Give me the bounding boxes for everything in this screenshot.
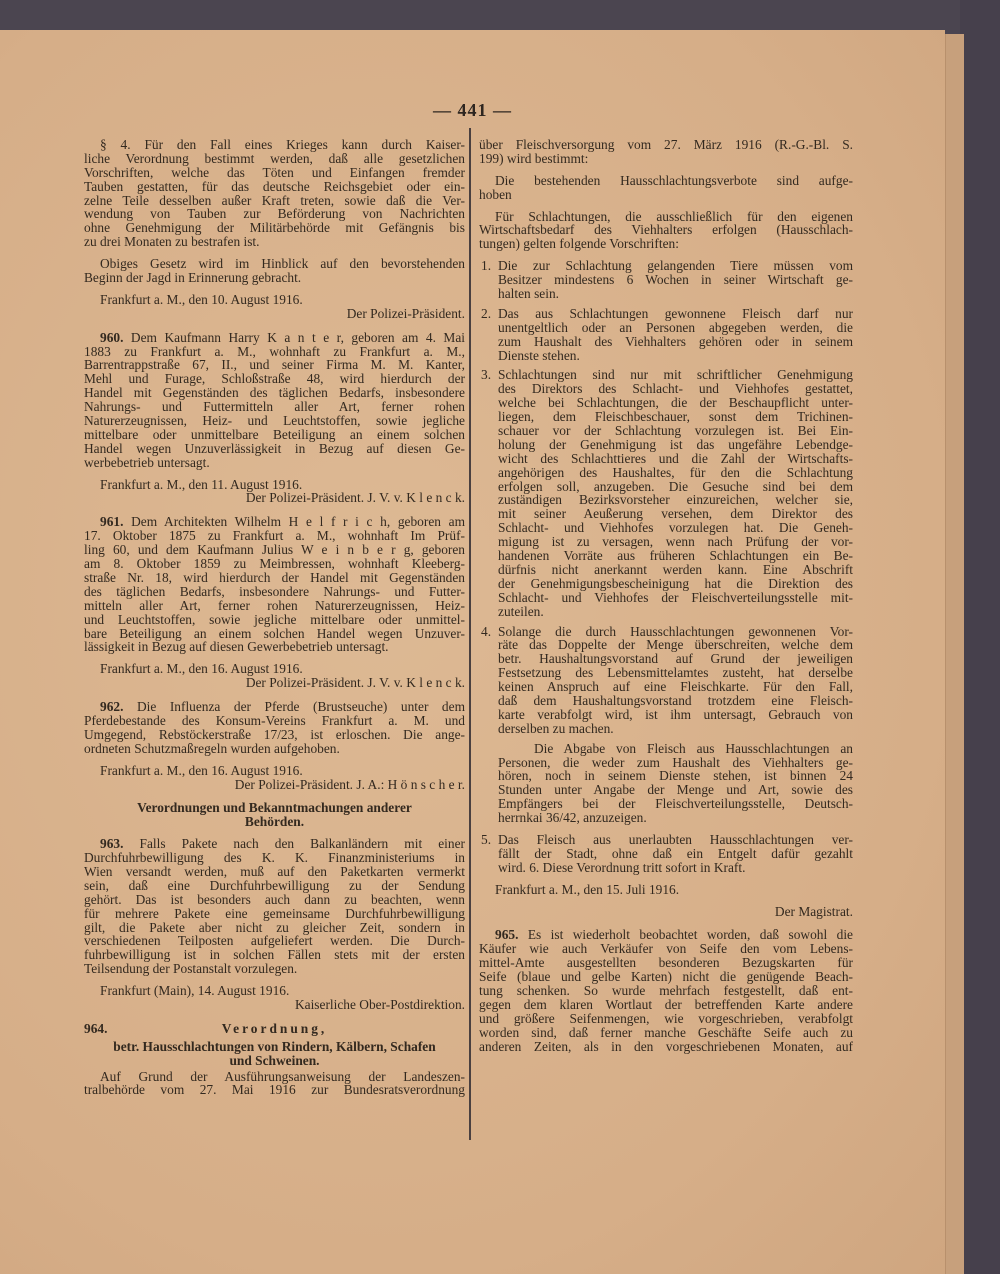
text-line: Wien versandt werden, muß auf den Paketkarten vermerkt [84, 863, 465, 879]
item-block [479, 259, 853, 301]
text-line: worden sind, daß ferner manche Geschäfte Seife auch zu [479, 1024, 853, 1040]
sig-block [84, 491, 465, 505]
para-block [84, 837, 465, 976]
text-line: karte verabfolgt wird, ist ihm untersagt, Gebrauch von [498, 706, 853, 722]
text-line: dürfnis nicht anerkannt werden kann. Eine Abschrift [498, 561, 853, 577]
entry-number: 1. [481, 258, 492, 274]
text-line: Umgegend, Rebstöckerstraße 17/23, ist erloschen. Die ange- [84, 726, 465, 742]
text-line: Beginn der Jagd in Erinnerung gebracht. [84, 270, 302, 286]
text-line: und größere Seifenmengen, wie vorgeschrieben, verabfolgt [479, 1010, 853, 1026]
text-line: Behörden. [244, 814, 305, 830]
para-block [84, 257, 465, 285]
text-line: erfolgen soll, anzugeben. Die Gesuche sind bei dem [498, 478, 853, 494]
text-line: Vorschriften, welche das Töten und Einfangen fremder [84, 164, 465, 180]
text-line: und Leuchtstoffen, sowie jegliche mittelbare oder unmittel- [84, 611, 465, 627]
text-line: Verordnung, [221, 1020, 328, 1036]
text-line: liche Verordnung bestimmt werden, daß alle gesetzlichen [84, 150, 465, 166]
date-block [84, 764, 465, 778]
entry-number: 2. [481, 305, 492, 321]
entry-number: 961. [100, 514, 124, 530]
text-line: zelne Teile desselben außer Kraft treten, sowie daß die Ver- [84, 192, 465, 208]
text-line: Schlacht- und Viehhofes vorzulegen hat. Die Geneh- [498, 520, 853, 536]
text-line: gehört. Das ist besonders auch dann zu beachten, wenn [84, 891, 465, 907]
text-line: gegen dem klaren Wortlaut der betreffenden Karte andere [479, 996, 853, 1012]
text-line: 199) wird bestimmt: [479, 150, 589, 166]
para-block [84, 331, 465, 470]
text-line: Kaiserliche Ober-Postdirektion. [294, 996, 465, 1012]
heading-block [84, 801, 465, 829]
para-block [84, 1070, 465, 1098]
text-line: hoben [479, 186, 512, 202]
text-line: tralbehörde vom 27. Mai 1916 zur Bundesratsverordnung [84, 1082, 465, 1098]
text-line: Der Polizei-Präsident. J. A.: H ö n s c h e r. [234, 776, 465, 792]
text-line: Frankfurt a. M., den 11. August 1916. [100, 476, 303, 492]
para-block [84, 700, 465, 756]
entry-number: 5. [481, 831, 492, 847]
text-line: Frankfurt (Main), 14. August 1916. [100, 983, 290, 999]
text-line: Festsetzung des Lebensmittelamtes zusteht, hat derselbe [498, 665, 853, 681]
text-line: Mehl und Furage, Schloßstraße 48, wird hierdurch der [84, 371, 465, 387]
text-line: Naturerzeugnissen, Heiz- und Leuchtstoffen, sowie jegliche [84, 413, 465, 429]
text-line: holung der Genehmigung ist das ungefähre Lebendge- [498, 436, 853, 452]
text-line: mit seiner Aeußerung versehen, dem Direktor des [498, 506, 853, 522]
entry-number: 3. [481, 367, 492, 383]
text-line: Die bestehenden Hausschlachtungsverbote sind aufge- [495, 172, 853, 188]
sig-block [84, 676, 465, 690]
indent-block [479, 742, 853, 825]
subheading-block [84, 1040, 465, 1068]
text-line: hören, noch in seinem Dienste stehen, ist binnen 24 [498, 768, 853, 784]
text-line: Handel wegen Unzuverlässigkeit in Bezug auf diesen Ge- [84, 440, 465, 456]
text-line: mittelbare oder unmittelbare Beteiligung an einem solchen [84, 426, 465, 442]
text-line: anderen Zeiten, als in den vorgeschriebenen Monaten, auf [479, 1038, 853, 1054]
text-line: fällt der Stadt, ohne daß ein Entgelt dafür gezahlt [498, 845, 853, 861]
text-line: bare Beteiligung an einem solchen Handel wegen Unzuver- [84, 625, 465, 641]
date-block [479, 883, 853, 897]
title-block [84, 1022, 465, 1036]
sig-block [84, 998, 465, 1012]
text-line: und Schweinen. [229, 1052, 320, 1068]
text-line: Pferdebestande des Konsum-Vereins Frankfurt a. M. und [84, 712, 465, 728]
text-line: Frankfurt a. M., den 15. Juli 1916. [495, 881, 680, 897]
text-line: wird. 6. Diese Verordnung tritt sofort in Kraft. [498, 859, 746, 875]
text-line: zu drei Monaten zu bestrafen ist. [84, 234, 260, 250]
date-block [84, 478, 465, 492]
page-number: — 441 — [433, 100, 512, 120]
entry-number: 4. [481, 623, 492, 639]
text-line [84, 700, 465, 714]
book-binding-right [960, 0, 1000, 1274]
text-line: wicht des Schlachttieres und die Zahl der Wirtschafts- [498, 450, 853, 466]
text-line: zum Haushalt des Viehhalters gehören oder in seinem [498, 333, 853, 349]
text-line: Seife (blaue und gelbe Karten) nicht die genügende Beach- [479, 969, 853, 985]
text-line: Frankfurt a. M., den 16. August 1916. [100, 661, 303, 677]
text-line: sein, daß eine Durchfuhrbewilligung zu der Sendung [84, 877, 465, 893]
text-line [479, 928, 853, 942]
text-line: lässigkeit in Bezug auf diesen Gewerbebetrieb untersagt. [84, 639, 389, 655]
text-line: Nahrungs- und Futtermitteln aller Art, ferner rohen [84, 399, 465, 415]
text-line: fuhrbewilligung ist in solchen Fällen stets mit der ersten [84, 947, 465, 963]
text-line: Die Abgabe von Fleisch aus Hausschlachtungen an [534, 740, 853, 756]
text-line: Durchfuhrbewilligung des K. K. Finanzministeriums in [84, 850, 465, 866]
text-line: 1883 zu Frankfurt a. M., wohnhaft zu Frankfurt a. M., [84, 343, 465, 359]
text-line: Frankfurt a. M., den 16. August 1916. [100, 762, 303, 778]
text-line: Für Schlachtungen, die ausschließlich für den eigenen [495, 208, 853, 224]
text-line: am 8. Oktober 1859 zu Meimbressen, wohnhaft Kleeberg- [84, 556, 465, 572]
text-line: betr. Hausschlachtungen von Rindern, Kälbern, Schafen [113, 1038, 436, 1054]
text-line: handenen Vorräte aus früheren Schlachtungen ein Be- [498, 548, 853, 564]
text-line: Der Polizei-Präsident. [346, 305, 465, 321]
text-line: Der Polizei-Präsident. J. V. v. K l e n c k. [245, 675, 465, 691]
entry-number: 963. [100, 836, 124, 852]
line-text: Dem Kaufmann Harry K a n t e r, geboren am 4. Mai [123, 329, 465, 345]
text-line: Der Polizei-Präsident. J. V. v. K l e n c k. [245, 490, 465, 506]
sig-block [84, 307, 465, 321]
text-line [84, 515, 465, 529]
page-edge [945, 34, 964, 1274]
column-divider [469, 128, 471, 1140]
text-line: werbebetrieb untersagt. [84, 454, 210, 470]
text-line: 17. Oktober 1875 zu Frankfurt a. M., wohnhaft Im Prüf- [84, 528, 465, 544]
text-line: tungen) gelten folgende Vorschriften: [479, 236, 679, 252]
text-line: Obiges Gesetz wird im Hinblick auf den bevorstehenden [100, 256, 465, 272]
left-column [84, 138, 465, 1105]
text-line: Solange die durch Hausschlachtungen gewonnenen Vor- [498, 623, 853, 639]
item-block [479, 307, 853, 363]
text-line: Auf Grund der Ausführungsanweisung der Landeszen- [100, 1068, 465, 1084]
para-block [84, 138, 465, 249]
text-line: angehörigen des Haushaltes, für den die Schlachtung [498, 464, 853, 480]
text-line: mitteln aller Art, ferner rohen Naturerzeugnissen, Heiz- [84, 597, 465, 613]
text-line: straße Nr. 18, wird hierdurch der Handel mit Gegenständen [84, 569, 465, 585]
line-text: Dem Architekten Wilhelm H e l f r i c h, geboren am [123, 514, 465, 530]
text-line [84, 331, 465, 345]
text-line: Barrentrappstraße 67, II., und seiner Firma M. M. Kanter, [84, 357, 465, 373]
sig-block [84, 778, 465, 792]
text-line: Verordnungen und Bekanntmachungen anderer [137, 800, 412, 816]
text-line: räte das Doppelte der Menge überschreiten, welche dem [498, 637, 853, 653]
text-line: schauer vor der Schlachtung vorzulegen ist. Bei Ein- [498, 423, 853, 439]
text-line: unentgeltlich oder an Personen abgegeben werden, die [498, 319, 853, 335]
text-line: des täglichen Bedarfs, insbesondere Nahrungs- und Futter- [84, 583, 465, 599]
text-line: Teilsendung der Postanstalt vorzulegen. [84, 961, 298, 977]
text-line: Schlacht- und Viehhofes der Fleischverteilungsstelle mit- [498, 589, 853, 605]
text-line: über Fleischversorgung vom 27. März 1916 (R.-G.-Bl. S. [479, 137, 853, 152]
sig-block [479, 905, 853, 919]
text-line: daß dem Haushaltungsvorstand trotzdem eine Fleisch- [498, 692, 853, 708]
text-line: Wirtschaftsbedarf des Viehhalters erfolgen (Hausschlach- [479, 222, 853, 238]
text-line: § 4. Für den Fall eines Krieges kann durch Kaiser- [100, 137, 465, 152]
text-line: Käufer wie auch Verkäufer von Seife den vom Lebens- [479, 941, 853, 957]
text-line: zuständigen Bezirksvorsteher einzureichen, welcher sie, [498, 492, 853, 508]
text-line: Tauben gestatten, für das deutsche Reichsgebiet oder ein- [84, 178, 465, 194]
text-line: Frankfurt a. M., den 10. August 1916. [100, 291, 303, 307]
text-line: Besitzer mindestens 6 Wochen in seiner Wirtschaft ge- [498, 272, 853, 288]
entry-number: 960. [100, 329, 124, 345]
item-block [479, 833, 853, 875]
text-line: des Direktors des Schlacht- und Viehhofes gestattet, [498, 381, 853, 397]
entry-number: 965. [495, 927, 519, 943]
text-line: welche bei Schlachtungen, die der Beschaupflicht unter- [498, 395, 853, 411]
line-text: Es ist wiederholt beobachtet worden, daß sowohl die [518, 927, 853, 943]
text-line: tung schenken. So wurde mehrfach festgestellt, daß ent- [479, 982, 853, 998]
text-line: migung ist zu versagen, wenn nach Prüfung der vor- [498, 534, 853, 550]
text-line: ling 60, und dem Kaufmann Julius W e i n b e r g, geboren [84, 542, 465, 558]
text-line: wendung von Tauben zur Beförderung von Nachrichten [84, 206, 465, 222]
text-line: Das Fleisch aus unerlaubten Hausschlachtungen ver- [498, 831, 853, 847]
text-line: halten sein. [498, 286, 559, 302]
text-line: Personen, die weder zum Haushalt des Viehhalters ge- [498, 754, 853, 770]
text-line: liegen, dem Fleischbeschauer, sonst dem Trichinen- [498, 409, 853, 425]
line-text: Falls Pakete nach den Balkanländern mit einer [123, 836, 465, 852]
text-line: gilt, die Pakete aber nicht zu gleicher Zeit, sondern in [84, 919, 465, 935]
text-line: keinen Anspruch auf eine Fleischkarte. Für den Fall, [498, 679, 853, 695]
right-column [479, 138, 853, 1061]
para-block [479, 928, 853, 1053]
date-block [84, 984, 465, 998]
text-line: derselben zu machen. [498, 720, 614, 736]
text-line: Dienste stehen. [498, 347, 580, 363]
para-block [479, 174, 853, 202]
text-line: Empfängers bei der Fleischverteilungsstelle, Deutsch- [498, 796, 853, 812]
entry-number: 964. [84, 1020, 108, 1036]
para-block [479, 210, 853, 252]
text-line: Die zur Schlachtung gelangenden Tiere müssen vom [498, 258, 853, 274]
text-line: mittel-Amte ausgestellten besonderen Bezugskarten für [479, 955, 853, 971]
text-line: Der Magistrat. [774, 903, 853, 919]
text-line: betr. Haushaltungsvorstand auf Grund der jeweiligen [498, 651, 853, 667]
entry-number: 962. [100, 699, 124, 715]
date-block [84, 662, 465, 676]
text-line: Schlachtungen sind nur mit schriftlicher Genehmigung [498, 367, 853, 383]
text-line: herrnkai 36/42, anzuzeigen. [498, 810, 647, 826]
text-line: Handel mit Gegenständen des täglichen Bedarfs, insbesondere [84, 385, 465, 401]
para-block [84, 515, 465, 654]
date-block [84, 293, 465, 307]
text-line [84, 837, 465, 851]
text-line: Das aus Schlachtungen gewonnene Fleisch darf nur [498, 305, 853, 321]
text-line: der Genehmigungsbescheinigung hat die Direktion des [498, 575, 853, 591]
text-line: ordneten Schutzmaßregeln wurden aufgehoben. [84, 740, 340, 756]
line-text: Die Influenza der Pferde (Brustseuche) unter dem [123, 699, 465, 715]
item-block [479, 625, 853, 736]
text-line: ohne Genehmigung der Militärbehörde mit Gefängnis bis [84, 220, 465, 236]
text-line: für mehrere Pakete eine gemeinsame Durchfuhrbewilligung [84, 905, 465, 921]
cont-block [479, 138, 853, 166]
text-line: verschiedenen Teilposten aufgeliefert werden. Die Durch- [84, 933, 465, 949]
book-binding-top [0, 0, 1000, 30]
text-line: Stunden unter Angabe der Menge und Art, sowie des [498, 782, 853, 798]
item-block [479, 368, 853, 618]
text-line: zuteilen. [498, 603, 544, 619]
